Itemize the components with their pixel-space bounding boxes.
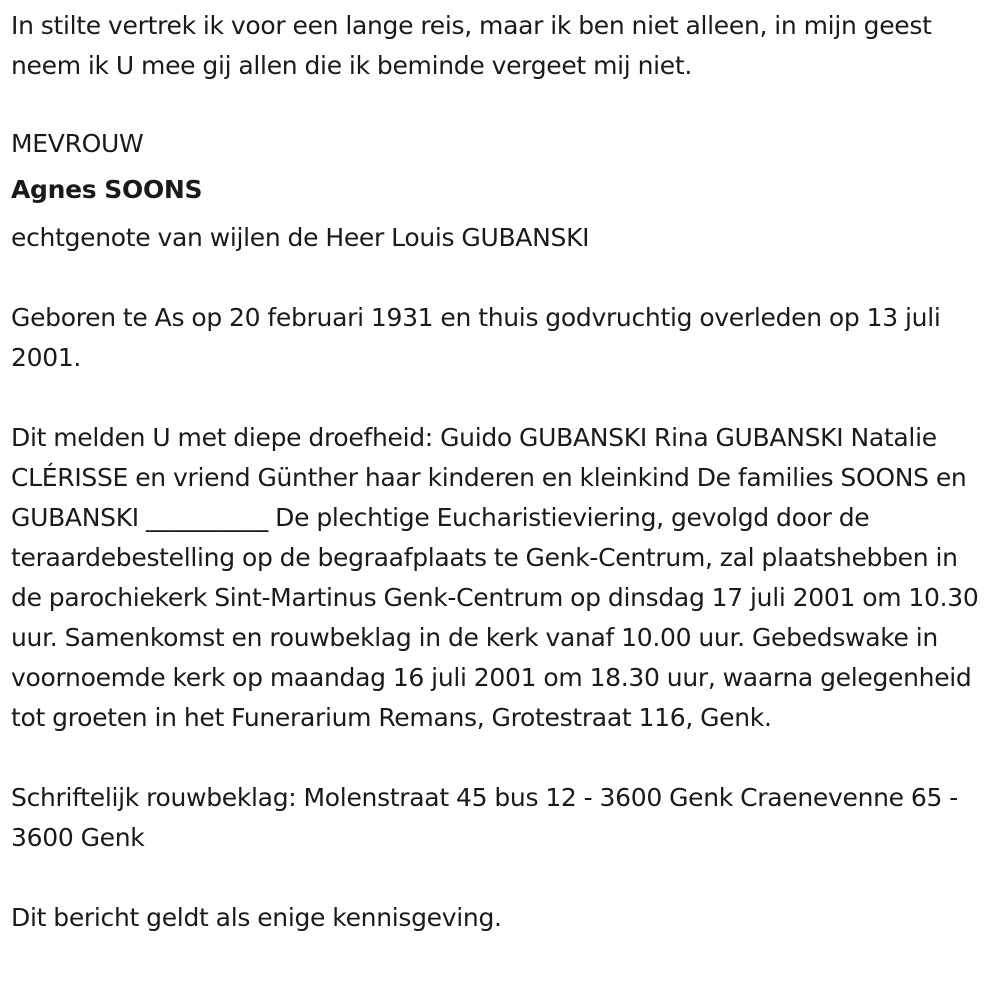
- spacer: [11, 378, 989, 418]
- spacer: [11, 858, 989, 898]
- spouse-relation: echtgenote van wijlen de Heer Louis GUBANSKI: [11, 223, 590, 252]
- spacer: [11, 738, 989, 778]
- closing-text: Dit bericht geldt als enige kennisgeving.: [11, 903, 502, 932]
- birth-death-text: Geboren te As op 20 februari 1931 en thuis godvruchtig overleden op 13 juli 2001.: [11, 303, 941, 372]
- spacer: [11, 262, 989, 298]
- death-notice: [11, 6, 989, 938]
- honorific: MEVROUW: [11, 129, 144, 158]
- deceased-name: Agnes SOONS: [11, 175, 203, 204]
- poem-text: In stilte vertrek ik voor een lange reis, maar ik ben niet alleen, in mijn geest neem ik U mee gij allen die ik beminde vergeet mij niet.: [11, 11, 932, 80]
- condolences-text: Schriftelijk rouwbeklag: Molenstraat 45 bus 12 - 3600 Genk Craenevenne 65 - 3600 Genk: [11, 783, 958, 852]
- spacer: [11, 86, 989, 122]
- announcement-text: Dit melden U met diepe droefheid: Guido GUBANSKI Rina GUBANSKI Natalie CLÉRISSE en vriend Günther haar kinderen en kleinkind De families SOONS en GUBANSKI __________ De plechtige Eucharistieviering, gevolgd door de teraardebestelling op de begraafplaats te Genk-Centrum, zal plaatshebben in de parochiekerk Sint-Martinus Genk-Centrum op dinsdag 17 juli 2001 om 10.30 uur. Samenkomst en rouwbeklag in de kerk vanaf 10.00 uur. Gebedswake in voornoemde kerk op maandag 16 juli 2001 om 18.30 uur, waarna gelegenheid tot groeten in het Funerarium Remans, Grotestraat 116, Genk.: [11, 423, 979, 732]
